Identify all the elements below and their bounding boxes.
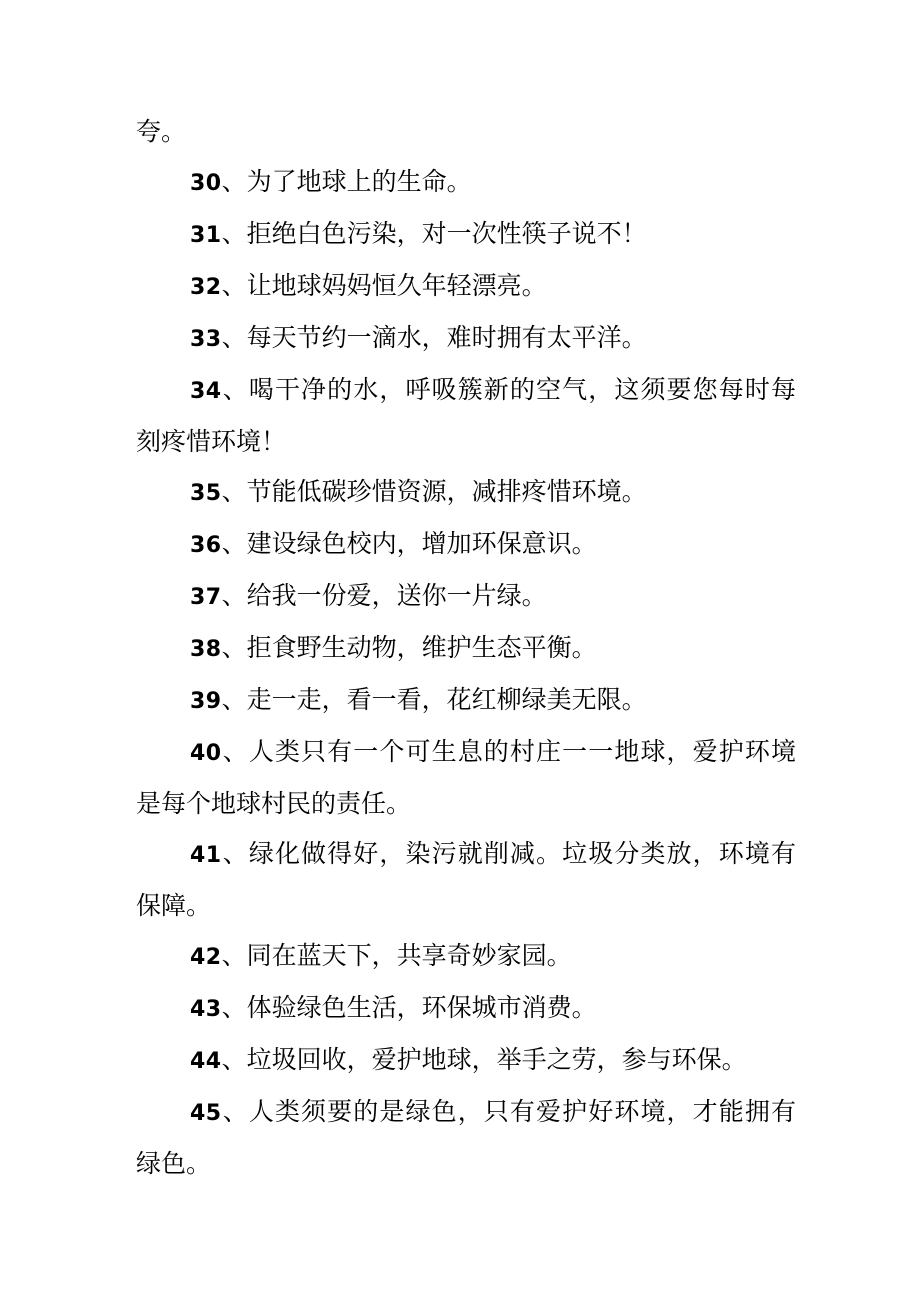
list-item xyxy=(136,209,796,261)
item-separator: 、 xyxy=(221,375,249,404)
item-text: 拒食野生动物，维护生态平衡。 xyxy=(246,633,597,662)
item-separator: 、 xyxy=(221,993,247,1022)
item-separator: 、 xyxy=(221,529,247,558)
item-text: 体验绿色生活，环保城市消费。 xyxy=(246,993,597,1022)
item-number: 32 xyxy=(190,275,222,300)
list-item xyxy=(136,157,796,209)
item-separator: 、 xyxy=(221,839,249,868)
item-text: 给我一份爱，送你一片绿。 xyxy=(246,581,547,610)
item-number: 31 xyxy=(190,223,222,248)
item-text: 人类须要的是绿色，只有爱护好环境，才能拥有绿色。 xyxy=(136,1097,796,1178)
list-item xyxy=(136,1087,796,1189)
document-body xyxy=(136,107,796,1189)
item-number: 43 xyxy=(190,997,222,1022)
list-item xyxy=(136,623,796,675)
item-number: 42 xyxy=(190,945,222,970)
list-item xyxy=(136,519,796,571)
item-separator: 、 xyxy=(221,1045,247,1074)
list-item xyxy=(136,983,796,1035)
list-item xyxy=(136,313,796,365)
list-item xyxy=(136,571,796,623)
item-text: 为了地球上的生命。 xyxy=(246,167,472,196)
item-text: 拒绝白色污染，对一次性筷子说不！ xyxy=(246,219,647,248)
item-separator: 、 xyxy=(221,737,249,766)
item-text: 建设绿色校内，增加环保意识。 xyxy=(246,529,597,558)
item-number: 39 xyxy=(190,689,222,714)
list-item xyxy=(136,727,796,829)
item-separator: 、 xyxy=(221,633,247,662)
item-number: 45 xyxy=(190,1101,222,1126)
item-separator: 、 xyxy=(221,941,247,970)
item-text: 节能低碳珍惜资源，减排疼惜环境。 xyxy=(246,477,647,506)
item-separator: 、 xyxy=(221,581,247,610)
item-number: 35 xyxy=(190,481,222,506)
carryover-text: 夸。 xyxy=(136,117,187,146)
list-item xyxy=(136,931,796,983)
item-text: 绿化做得好，染污就削减。垃圾分类放，环境有保障。 xyxy=(136,839,796,920)
item-text: 喝干净的水，呼吸簇新的空气，这须要您每时每刻疼惜环境！ xyxy=(136,375,796,456)
list-item xyxy=(136,261,796,313)
item-separator: 、 xyxy=(221,477,247,506)
item-number: 34 xyxy=(190,379,222,404)
item-number: 38 xyxy=(190,637,222,662)
list-item xyxy=(136,467,796,519)
item-number: 40 xyxy=(190,741,222,766)
item-number: 30 xyxy=(190,171,222,196)
item-text: 让地球妈妈恒久年轻漂亮。 xyxy=(246,271,547,300)
item-number: 36 xyxy=(190,533,222,558)
item-separator: 、 xyxy=(221,685,247,714)
item-separator: 、 xyxy=(221,271,247,300)
list-item xyxy=(136,1035,796,1087)
item-separator: 、 xyxy=(221,167,247,196)
list-item xyxy=(136,675,796,727)
list-item xyxy=(136,829,796,931)
item-number: 44 xyxy=(190,1049,222,1074)
item-text: 垃圾回收，爱护地球，举手之劳，参与环保。 xyxy=(246,1045,747,1074)
item-separator: 、 xyxy=(221,323,247,352)
item-separator: 、 xyxy=(221,219,247,248)
list-item xyxy=(136,365,796,467)
item-number: 33 xyxy=(190,327,222,352)
item-text: 每天节约一滴水，难时拥有太平洋。 xyxy=(246,323,647,352)
item-separator: 、 xyxy=(221,1097,249,1126)
item-text: 人类只有一个可生息的村庄一一地球，爱护环境是每个地球村民的责任。 xyxy=(136,737,796,818)
item-text: 走一走，看一看，花红柳绿美无限。 xyxy=(246,685,647,714)
item-text: 同在蓝天下，共享奇妙家园。 xyxy=(246,941,572,970)
item-number: 41 xyxy=(190,843,222,868)
item-number: 37 xyxy=(190,585,222,610)
